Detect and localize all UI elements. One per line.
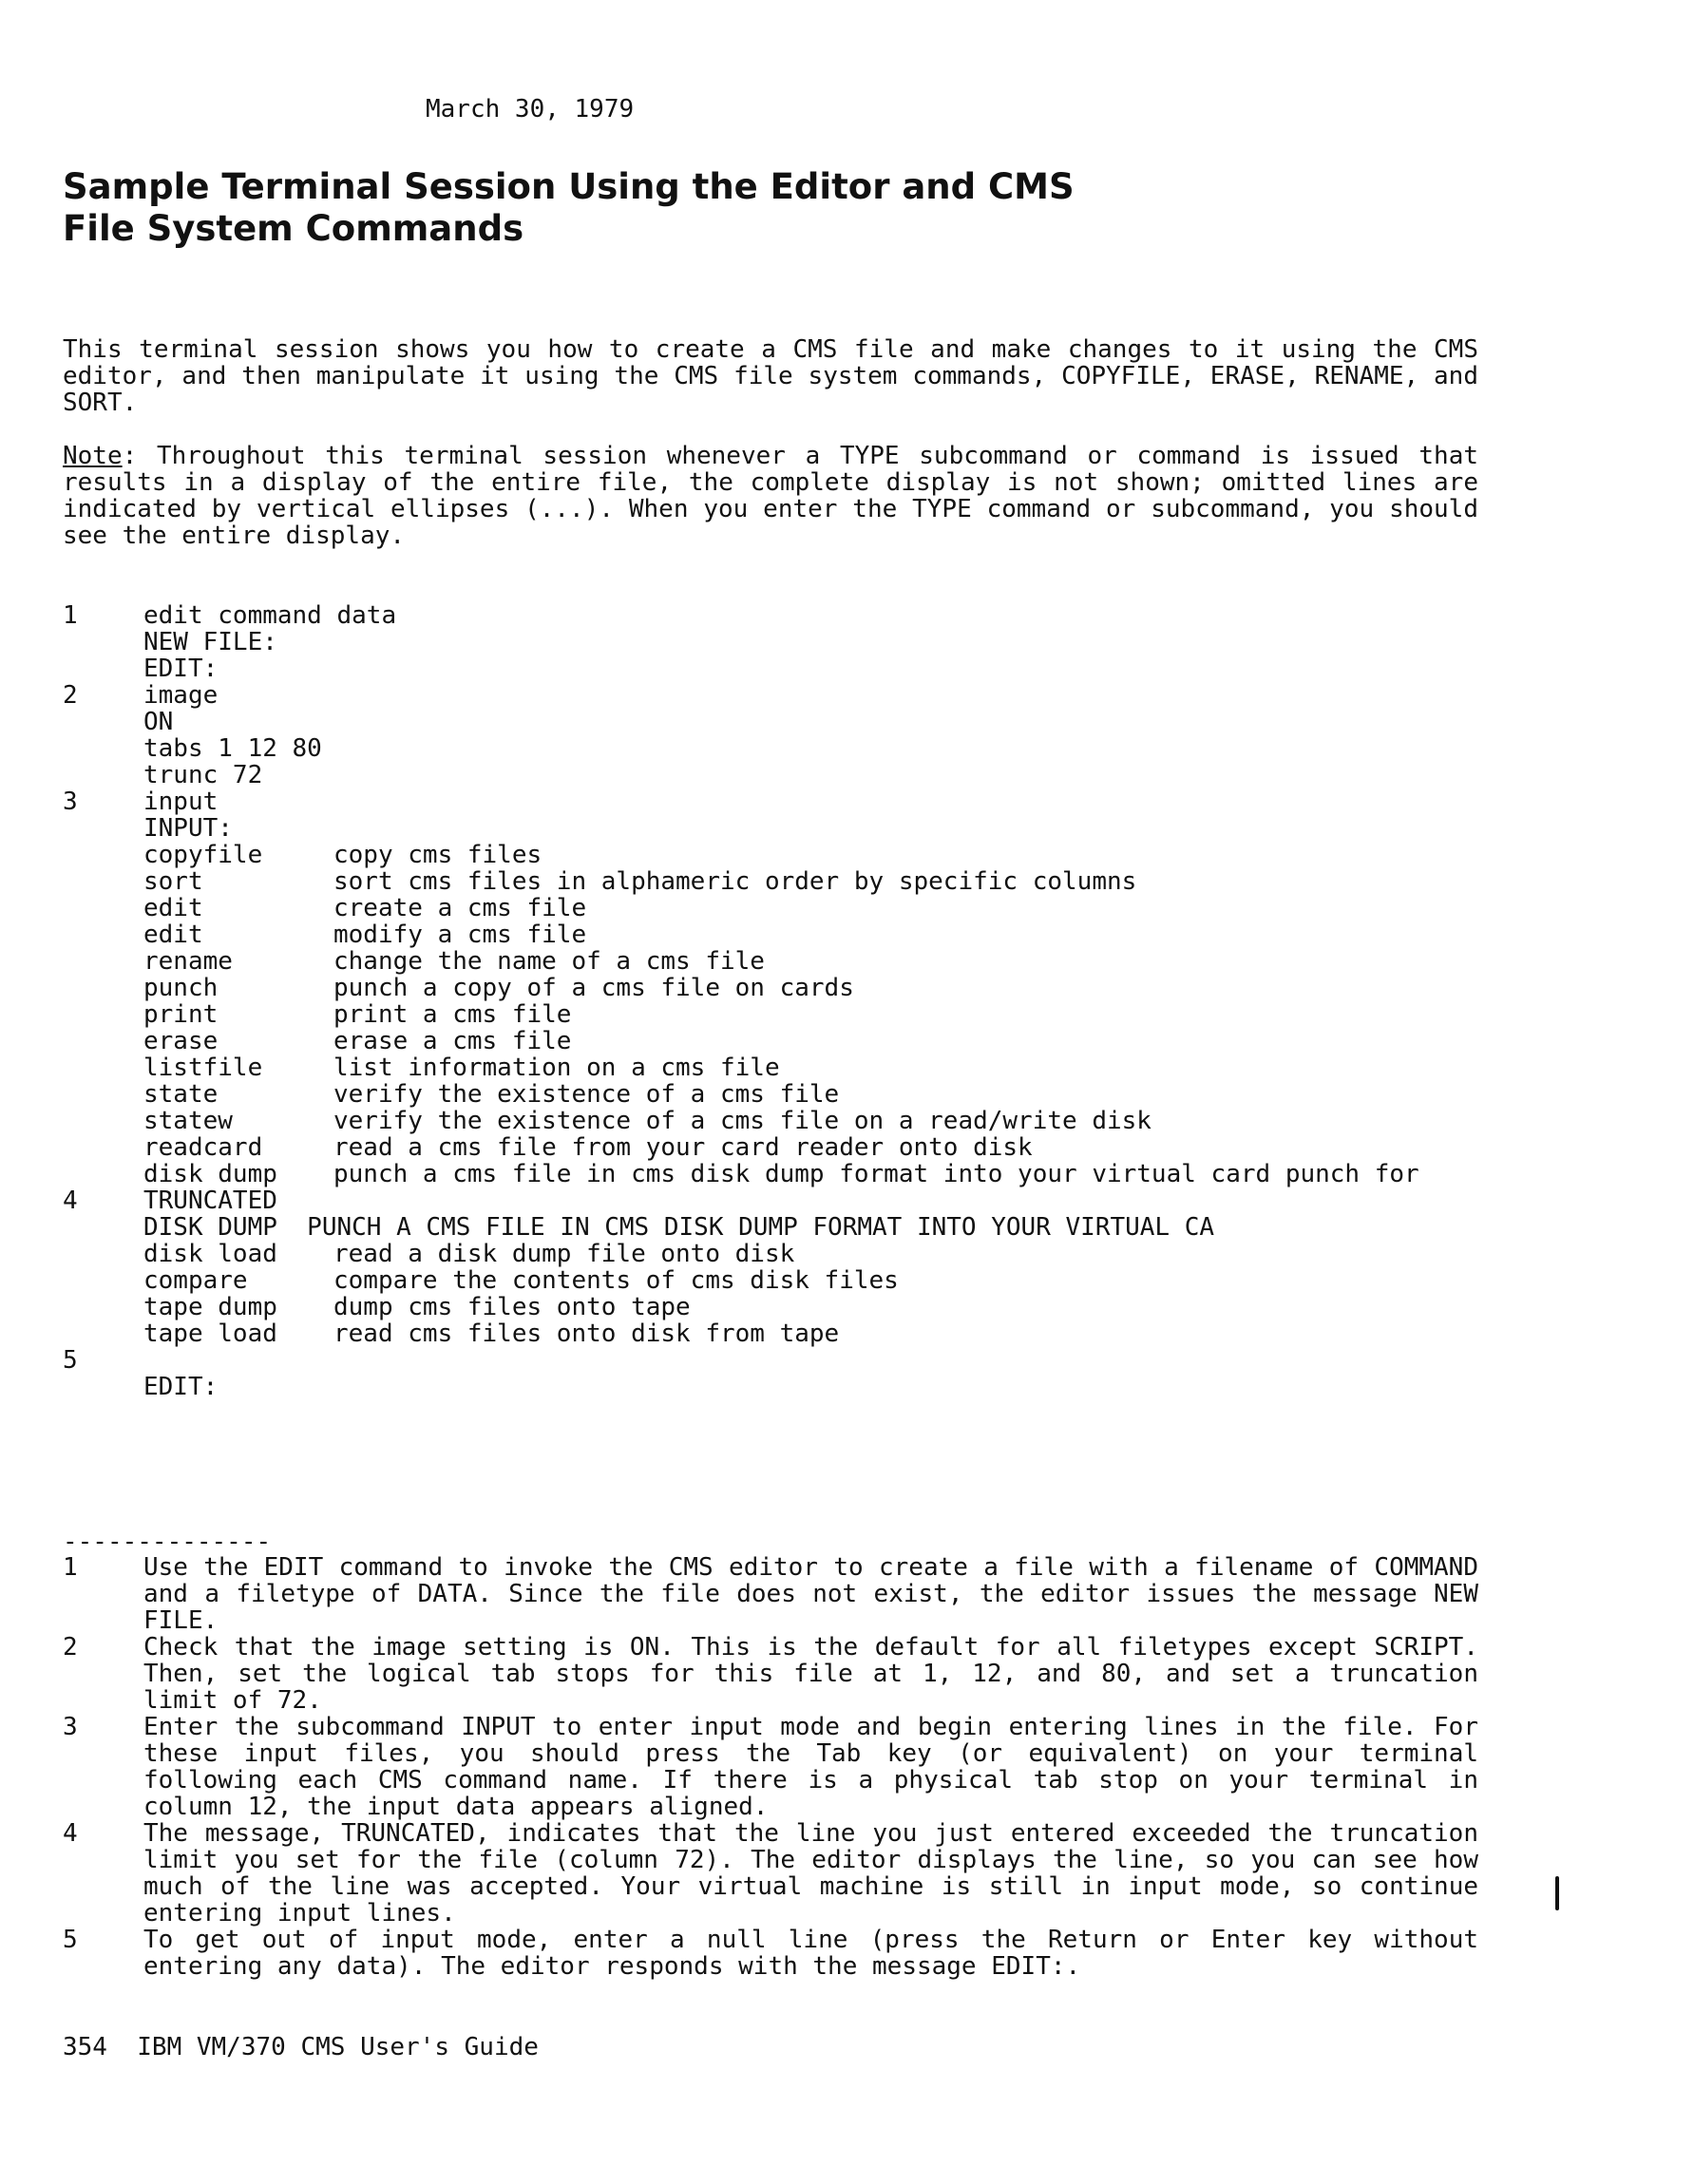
- session-command: INPUT:: [143, 814, 233, 843]
- session-step-number: 5: [63, 1346, 78, 1375]
- session-description: create a cms file: [333, 894, 587, 922]
- session-description: punch a cms file in cms disk dump format into your virtual card punch for: [333, 1160, 1419, 1188]
- footnote-item: [63, 1927, 1488, 1980]
- session-description: read a disk dump file onto disk: [333, 1240, 795, 1268]
- session-command: sort: [143, 867, 203, 896]
- session-description: compare the contents of cms disk files: [333, 1266, 899, 1295]
- session-description: dump cms files onto tape: [333, 1293, 691, 1321]
- footnote-text: Check that the image setting is ON. This is the default for all filetypes except SCRIPT. Then, set the logical tab stops for this file at 1, 12, and 80, and set a truncation limit of 72.: [143, 1633, 1478, 1715]
- session-command: copyfile: [143, 841, 263, 869]
- title-line-1: Sample Terminal Session Using the Editor and CMS: [63, 166, 1075, 207]
- session-description: verify the existence of a cms file on a read/write disk: [333, 1107, 1152, 1135]
- footnote-text: Enter the subcommand INPUT to enter input mode and begin entering lines in the file. For these input files, you should press the Tab key (or equivalent) on your terminal following each CMS command name. If there is a physical tab stop on your terminal in column 12, the input data appears aligned.: [143, 1713, 1478, 1821]
- session-description: print a cms file: [333, 1000, 572, 1029]
- session-command: tabs 1 12 80: [143, 734, 322, 763]
- page-title: [63, 166, 1075, 250]
- note-paragraph: [63, 443, 1478, 549]
- session-description: change the name of a cms file: [333, 947, 765, 976]
- session-command: disk load: [143, 1240, 277, 1268]
- footnote-rule: --------------: [63, 1528, 272, 1556]
- session-command: edit: [143, 921, 203, 949]
- session-command: TRUNCATED: [143, 1187, 277, 1215]
- footnote-number: 2: [63, 1633, 78, 1662]
- session-command: EDIT:: [143, 655, 219, 683]
- note-label: Note: [63, 442, 123, 470]
- session-description: read a cms file from your card reader onto disk: [333, 1133, 1033, 1162]
- session-command: NEW FILE:: [143, 628, 277, 656]
- session-command: print: [143, 1000, 219, 1029]
- footnote-number: 5: [63, 1926, 78, 1954]
- session-command: EDIT:: [143, 1373, 219, 1401]
- session-command: erase: [143, 1027, 219, 1055]
- session-description: verify the existence of a cms file: [333, 1080, 840, 1109]
- title-line-2: File System Commands: [63, 208, 524, 249]
- footnote-item: [63, 1554, 1488, 1634]
- footnote-text: To get out of input mode, enter a null line (press the Return or Enter key without entering any data). The editor responds with the message EDIT:.: [143, 1926, 1478, 1981]
- session-description: copy cms files: [333, 841, 542, 869]
- session-command: disk dump: [143, 1160, 277, 1188]
- session-command: rename: [143, 947, 233, 976]
- session-command: ON: [143, 708, 174, 736]
- session-command: listfile: [143, 1054, 263, 1082]
- footnote-number: 1: [63, 1553, 78, 1582]
- session-description: punch a copy of a cms file on cards: [333, 974, 854, 1002]
- session-description: erase a cms file: [333, 1027, 572, 1055]
- session-command: compare: [143, 1266, 248, 1295]
- session-command: input: [143, 788, 219, 816]
- footnote-number: 3: [63, 1713, 78, 1741]
- session-description: sort cms files in alphameric order by specific columns: [333, 867, 1137, 896]
- session-command: readcard: [143, 1133, 263, 1162]
- session-command: state: [143, 1080, 219, 1109]
- footnote-text: Use the EDIT command to invoke the CMS editor to create a file with a filename of COMMAND and a filetype of DATA. Since the file does not exist, the editor issues the message NEW FILE.: [143, 1553, 1478, 1635]
- session-step-number: 4: [63, 1187, 78, 1215]
- footnote-item: [63, 1634, 1488, 1714]
- session-command: edit: [143, 894, 203, 922]
- session-command: punch: [143, 974, 219, 1002]
- session-command: tape load: [143, 1320, 277, 1348]
- footnote-number: 4: [63, 1819, 78, 1848]
- session-description: list information on a cms file: [333, 1054, 780, 1082]
- page-footer: 354 IBM VM/370 CMS User's Guide: [63, 2033, 539, 2061]
- intro-paragraph: This terminal session shows you how to create a CMS file and make changes to it using the CMS editor, and then manipulate it using the CMS file system commands, COPYFILE, ERASE, RENAME, and SORT.: [63, 335, 1478, 417]
- footnote-item: [63, 1820, 1488, 1927]
- session-command: tape dump: [143, 1293, 277, 1321]
- session-command: trunc 72: [143, 761, 263, 789]
- note-text: : Throughout this terminal session whenever a TYPE subcommand or command is issued that results in a display of the entire file, the complete display is not shown; omitted lines are indicated by vertical ellipses (...). When you enter the TYPE command or subcommand, you should see the entire display.: [63, 442, 1478, 550]
- page-date: March 30, 1979: [426, 95, 635, 123]
- session-description: modify a cms file: [333, 921, 587, 949]
- session-step-number: 1: [63, 601, 78, 630]
- session-step-number: 3: [63, 788, 78, 816]
- session-command: image: [143, 681, 219, 710]
- session-command: edit command data: [143, 601, 397, 630]
- session-step-number: 2: [63, 681, 78, 710]
- session-command: statew: [143, 1107, 233, 1135]
- footnotes: [63, 1554, 1488, 1980]
- margin-change-bar: [1555, 1876, 1559, 1910]
- footnote-item: [63, 1714, 1488, 1820]
- session-echo-line: DISK DUMP PUNCH A CMS FILE IN CMS DISK DUMP FORMAT INTO YOUR VIRTUAL CA: [143, 1213, 1215, 1242]
- session-description: read cms files onto disk from tape: [333, 1320, 840, 1348]
- footnote-text: The message, TRUNCATED, indicates that the line you just entered exceeded the truncation limit you set for the file (column 72). The editor displays the line, so you can see how much of the line was accepted. Your virtual machine is still in input mode, so continue entering input lines.: [143, 1819, 1478, 1928]
